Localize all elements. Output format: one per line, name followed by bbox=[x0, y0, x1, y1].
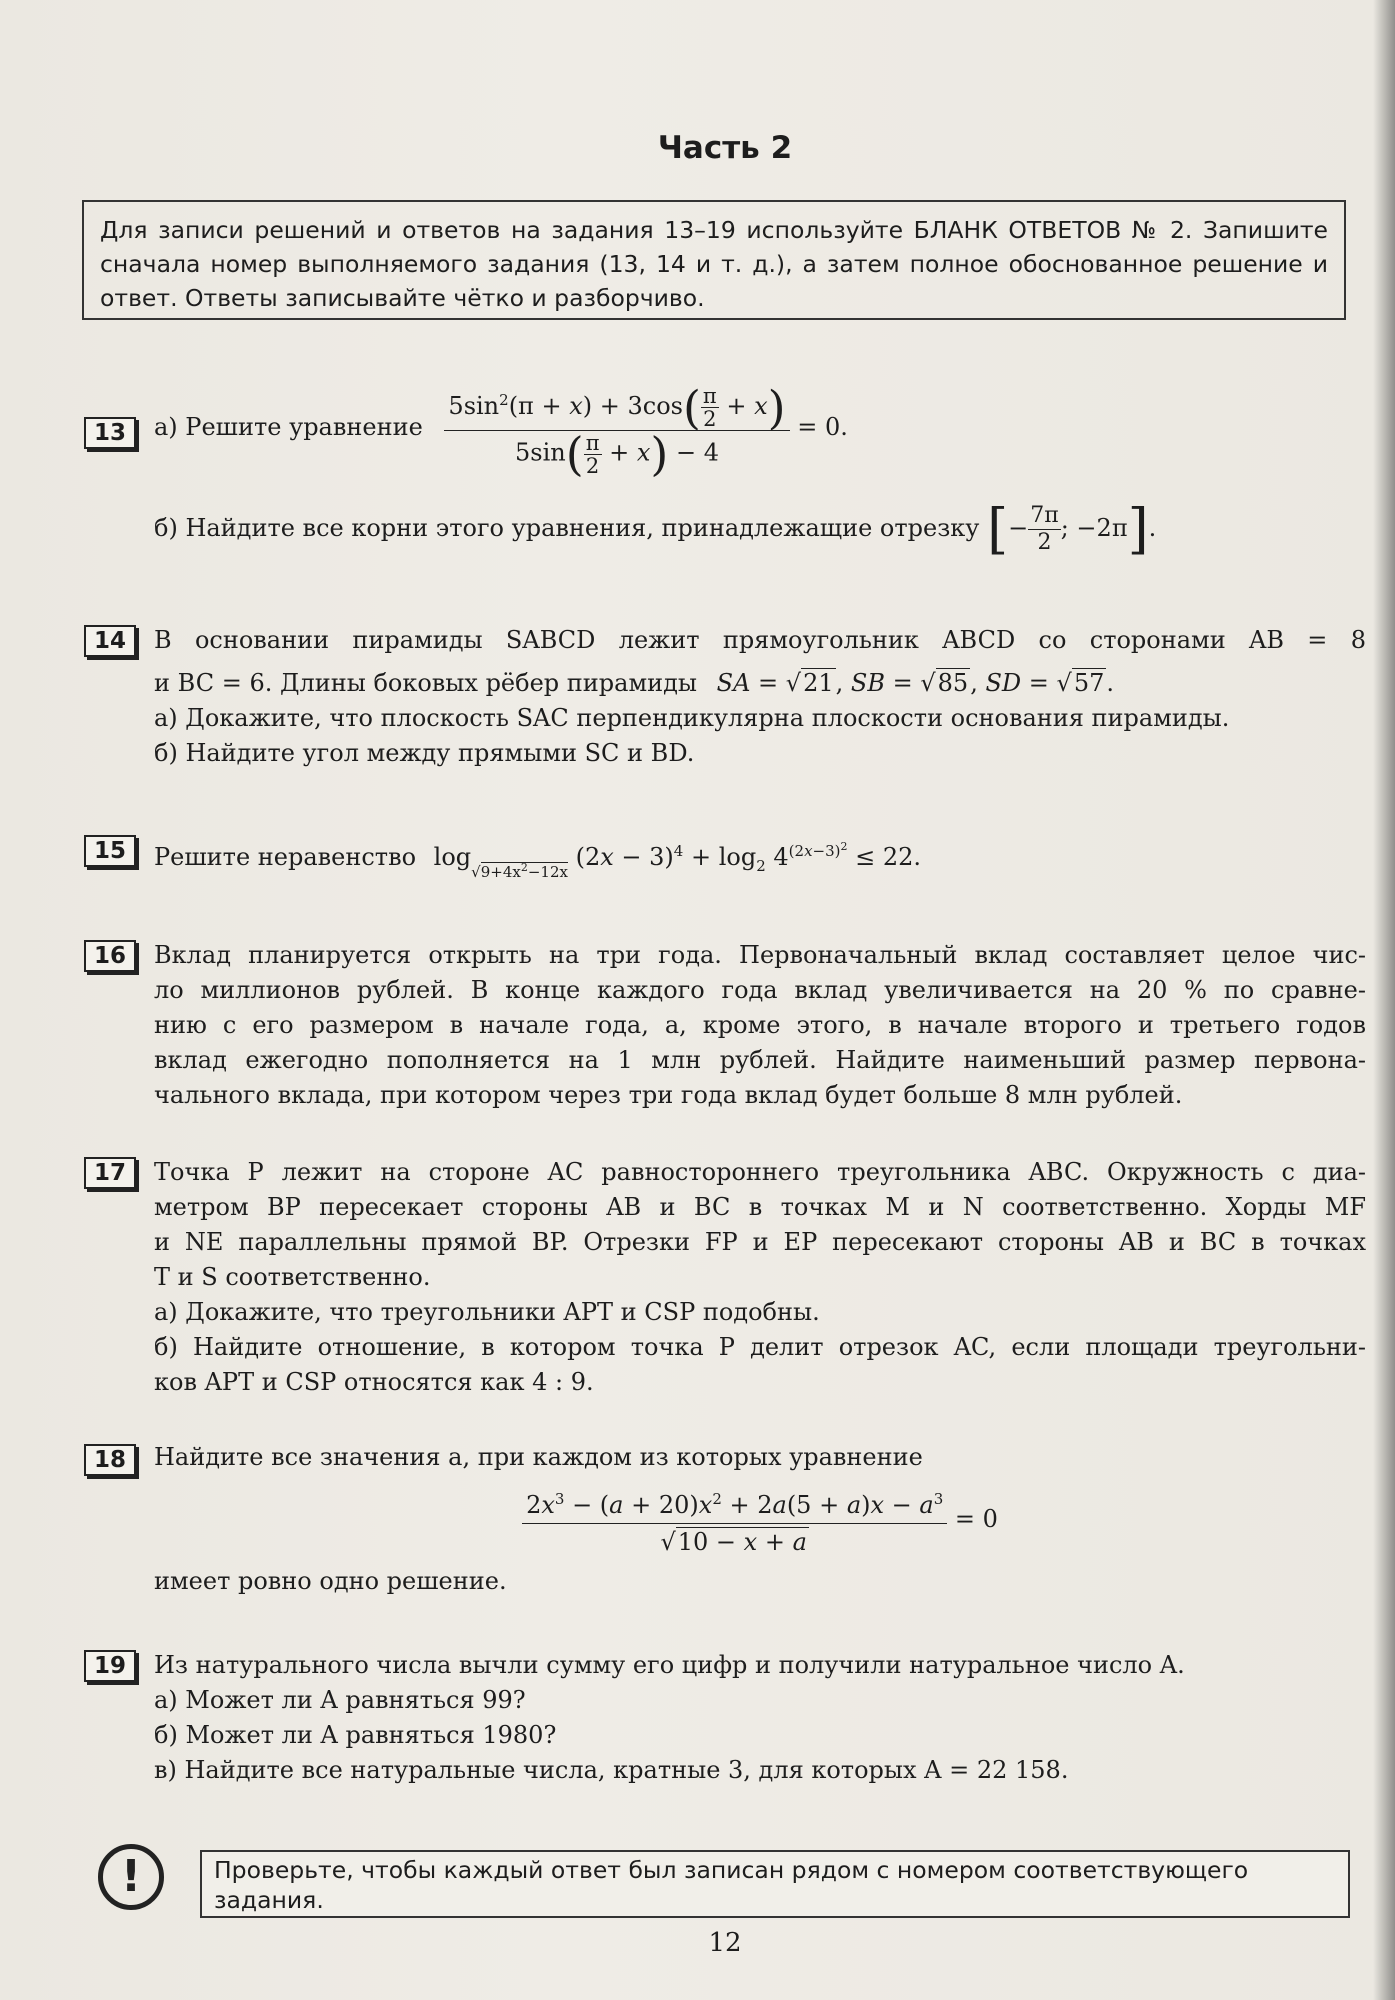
page-edge-shadow bbox=[1373, 0, 1395, 2000]
exclamation-icon: ! bbox=[98, 1844, 164, 1910]
edges-formula-14: SA = √21, SB = √85, SD = √57. bbox=[716, 669, 1115, 697]
task-number-15: 15 bbox=[84, 835, 136, 867]
task-16-line: нию с его размером в начале года, а, кроме этого, в начале второго и третьего годов bbox=[154, 1011, 1366, 1039]
task-14-line2: и BC = 6. Длины боковых рёбер пирамиды bbox=[154, 669, 697, 697]
task-19b: б) Может ли A равняться 1980? bbox=[154, 1721, 557, 1749]
equation-13: $5\sin^2(\pi + x) + 3\cos$( $\frac{\pi}{2}$ + x) 5sin( $\frac{\pi}{2}$ + x) − 4 bbox=[444, 380, 789, 478]
task-19c: в) Найдите все натуральные числа, кратные 3, для которых A = 22 158. bbox=[154, 1756, 1069, 1784]
task-number-16: 16 bbox=[84, 940, 136, 972]
inequality-15: $\log_{√9+4x^2-12x} (2x - 3)^4 + \log_2 4^{(2x-3)^2} \le 22$. bbox=[433, 840, 922, 881]
task-13: 13 а) Решите уравнение $5\sin^2(\pi + x) + 3\cos$( $\frac{\pi}{2}$ + x) 5sin( $\frac{\pi}{2}$ + x) − 4 = 0. б) Найдите все корни этого уравнения, принадлежащие отрезку [− $\frac{7\pi}{2}$ ; −2π]. bbox=[84, 372, 1374, 582]
task-16-line: ло миллионов рублей. В конце каждого года вклад увеличивается на 20 % по сравне- bbox=[154, 976, 1366, 1004]
notice-box: Проверьте, чтобы каждый ответ был записан рядом с номером соответствующего задания. bbox=[200, 1850, 1350, 1918]
equation-18: $\frac{2x^3 - (a + 20)x^2 + 2a(5 + a)x - a^3}{√10 - x + a}$ bbox=[522, 1481, 947, 1560]
interval-13: [− $\frac{7\pi}{2}$ ; −2π]. bbox=[987, 497, 1157, 561]
task-17a: а) Докажите, что треугольники APT и CSP подобны. bbox=[154, 1298, 820, 1326]
part-title: Часть 2 bbox=[657, 130, 793, 166]
task-16-line: чального вклада, при котором через три года вклад будет больше 8 млн рублей. bbox=[154, 1081, 1183, 1109]
task-18-text-end: имеет ровно одно решение. bbox=[154, 1567, 507, 1595]
task-number-18: 18 bbox=[84, 1444, 136, 1476]
task-18-text: Найдите все значения a, при каждом из которых уравнение bbox=[154, 1443, 923, 1471]
task-15-text: Решите неравенство bbox=[154, 843, 417, 871]
task-19-line: Из натурального числа вычли сумму его цифр и получили натуральное число A. bbox=[154, 1651, 1185, 1679]
task-19a: а) Может ли A равняться 99? bbox=[154, 1686, 526, 1714]
page: Часть 2 Для записи решений и ответов на задания 13–19 используйте БЛАНК ОТВЕТОВ № 2. Запишите сначала номер выполняемого задания (13, 14 и т. д.), а затем полное обоснованное решение и ответ. Ответы записывайте чётко и разборчиво. 13 а) Решите уравнение $5\sin^2(\pi + x) + 3\cos$( $\frac{\pi}{2}$ + x) 5sin( $\frac{\pi}{2}$ + x) − 4 = 0. б) Найдите все корни этого уравнения, принадлежащие отрезку [− $\frac{7\pi}{2}$ ; −2π]. 14 В основании пирамиды SABCD лежит прямоугольник ABCD со сторонами AB = 8 и BC = 6. Длины боковых рёбер пирамиды SA = √21, SB = √85, SD = √57. а) Докажите, что плоскость SAC перпендикулярна плоскости основания пирамиды. б) Найдите угол между прямыми SC и BD. 15 Решите неравенство $\log_{√9+4x^2-12x} (2x - 3)^4 + \log_2 4^{(2x-3)^2} \le 22$. 16 Вклад планируется открыть на три года. Первоначальный вклад составляет целое чис- ло миллионов рублей. В конце каждого года вклад увеличивается на 20 % по сравне- нию с его размером в начале года, а, кроме этого, в начале второго и третьего годов вклад ежегодно пополняется на 1 млн рублей. Найдите наименьший размер первона- чального вклада, при котором через три года вклад будет больше 8 млн рублей. 17 Точка P лежит на стороне AC равностороннего треугольника ABC. Окружность с диа- метром BP пересекает стороны AB и BC в точках M и N соответственно. Хорды MF и NE параллельны прямой BP. Отрезки FP и EP пересекают стороны AB и BC в точках T и S соответственно. а) Докажите, что треугольники APT и CSP подобны. б) Найдите отношение, в котором точка P делит отрезок AC, если площади треугольни- ков APT и CSP относятся как 4 : 9. 18 Найдите все значения a, при каждом из которых уравнение $\frac{2x^3 - (a + 20)x^2 + 2a(5 + a)x - a^3}{√10 - x + a}$ = 0 имеет ровно одно решение. 19 Из натурального числа вычли сумму его цифр и получили натуральное число A. а) Может ли A равняться 99? б) Может ли A равняться 1980? в) Найдите все натуральные числа, кратные 3, для которых A = 22 158. ! Проверьте, чтобы каждый ответ был записан рядом с номером соответствующего задания. 12 bbox=[0, 0, 1395, 2000]
task-14b: б) Найдите угол между прямыми SC и BD. bbox=[154, 739, 695, 767]
task-17-line: ков APT и CSP относятся как 4 : 9. bbox=[154, 1368, 594, 1396]
task-16-line: Вклад планируется открыть на три года. Первоначальный вклад составляет целое чис- bbox=[154, 941, 1366, 969]
task-14a: а) Докажите, что плоскость SAC перпендикулярна плоскости основания пирамиды. bbox=[154, 704, 1230, 732]
task-number-17: 17 bbox=[84, 1157, 136, 1189]
task-17b: б) Найдите отношение, в котором точка P делит отрезок AC, если площади треугольни- bbox=[154, 1333, 1366, 1361]
task-14-line1: В основании пирамиды SABCD лежит прямоугольник ABCD со сторонами AB = 8 bbox=[154, 626, 1366, 654]
task-number-14: 14 bbox=[84, 625, 136, 657]
task-17-line: T и S соответственно. bbox=[154, 1263, 431, 1291]
task-17-line: Точка P лежит на стороне AC равностороннего треугольника ABC. Окружность с диа- bbox=[154, 1158, 1366, 1186]
task-17-line: и NE параллельны прямой BP. Отрезки FP и EP пересекают стороны AB и BC в точках bbox=[154, 1228, 1367, 1256]
task-13a-text: а) Решите уравнение bbox=[154, 413, 423, 441]
task-number-19: 19 bbox=[84, 1650, 136, 1682]
task-17-line: метром BP пересекает стороны AB и BC в точках M и N соответственно. Хорды MF bbox=[154, 1193, 1366, 1221]
page-number: 12 bbox=[708, 1928, 742, 1958]
instructions-box: Для записи решений и ответов на задания 13–19 используйте БЛАНК ОТВЕТОВ № 2. Запишите сначала номер выполняемого задания (13, 14 и т. д.), а затем полное обоснованное решение и ответ. Ответы записывайте чётко и разборчиво. bbox=[82, 200, 1346, 320]
task-13b-text: б) Найдите все корни этого уравнения, принадлежащие отрезку bbox=[154, 514, 980, 542]
task-16-line: вклад ежегодно пополняется на 1 млн рублей. Найдите наименьший размер первона- bbox=[154, 1046, 1366, 1074]
task-number-13: 13 bbox=[84, 417, 136, 449]
